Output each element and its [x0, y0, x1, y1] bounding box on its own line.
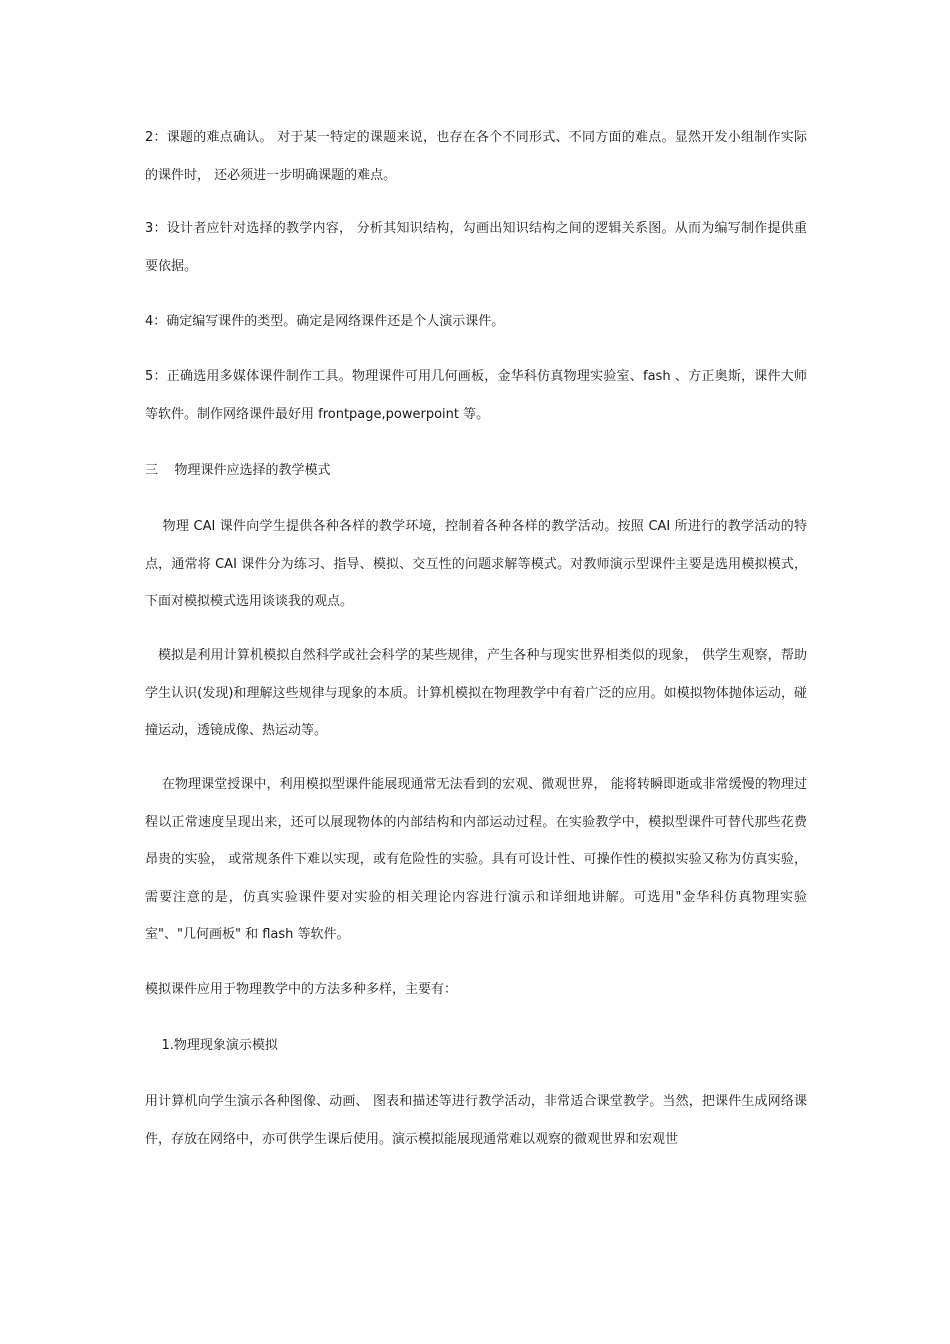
paragraph-text: 在物理课堂授课中，利用模拟型课件能展现通常无法看到的宏观、微观世界， 能将转瞬即逝或非常缓慢的物理过程以正常速度呈现出来，还可以展现物体的内部结构和内部运动过程。在实验教学中，模拟型课件可替代那些花费昂贵的实验， 或常规条件下难以实现，或有危险性的实验。具有可设计性、可操作性的模拟实验又称为仿真实验，需要注意的是，仿真实验课件要对实验的相关理论内容进行演示和详细地讲解。可选用"金华科仿真物理实验室"、"几何画板" 和 flash 等软件。: [145, 777, 807, 942]
paragraph-authoring-tools: [145, 358, 807, 433]
paragraph-text: 4：确定编写课件的类型。确定是网络课件还是个人演示课件。: [145, 314, 505, 329]
heading-text: 三 物理课件应选择的教学模式: [145, 463, 331, 478]
paragraph-text: 3：设计者应针对选择的教学内容， 分析其知识结构，勾画出知识结构之间的逻辑关系图。从而为编写制作提供重要依据。: [145, 221, 807, 274]
paragraph-cai-modes: [145, 508, 807, 621]
paragraph-classroom-simulation: [145, 766, 807, 954]
heading-text: 1.物理现象演示模拟: [145, 1038, 278, 1053]
paragraph-demo-simulation: [145, 1083, 807, 1158]
paragraph-simulation-definition: [145, 637, 807, 750]
paragraph-difficulty-confirmation: [145, 119, 807, 194]
paragraph-text: 用计算机向学生演示各种图像、动画、 图表和描述等进行教学活动，非常适合课堂教学。当然，把课件生成网络课件，存放在网络中，亦可供学生课后使用。演示模拟能展现通常难以观察的微观世界和宏观世: [145, 1094, 807, 1147]
paragraph-text: 模拟课件应用于物理教学中的方法多种多样，主要有：: [145, 982, 458, 997]
paragraph-courseware-type: [145, 303, 807, 341]
subheading-phenomenon-demo: [145, 1027, 807, 1065]
paragraph-text: 物理 CAI 课件向学生提供各种各样的教学环境，控制着各种各样的教学活动。按照 CAI 所进行的教学活动的特点，通常将 CAI 课件分为练习、指导、模拟、交互性的问题求解等模式。对教师演示型课件主要是选用模拟模式，下面对模拟模式选用谈谈我的观点。: [145, 519, 807, 609]
section-heading-teaching-mode: [145, 452, 807, 490]
paragraph-text: 5：正确选用多媒体课件制作工具。物理课件可用几何画板，金华科仿真物理实验室、fash 、方正奥斯，课件大师等软件。制作网络课件最好用 frontpage,powerpoint 等。: [145, 369, 807, 422]
paragraph-text: 2：课题的难点确认。 对于某一特定的课题来说，也存在各个不同形式、不同方面的难点。显然开发小组制作实际的课件时， 还必须进一步明确课题的难点。: [145, 130, 807, 183]
paragraph-text: 模拟是利用计算机模拟自然科学或社会科学的某些规律，产生各种与现实世界相类似的现象， 供学生观察，帮助学生认识(发现)和理解这些规律与现象的本质。计算机模拟在物理教学中有着广泛的应用。如模拟物体抛体运动，碰撞运动，透镜成像、热运动等。: [145, 648, 807, 738]
paragraph-knowledge-structure: [145, 210, 807, 285]
paragraph-simulation-methods-intro: [145, 971, 807, 1009]
